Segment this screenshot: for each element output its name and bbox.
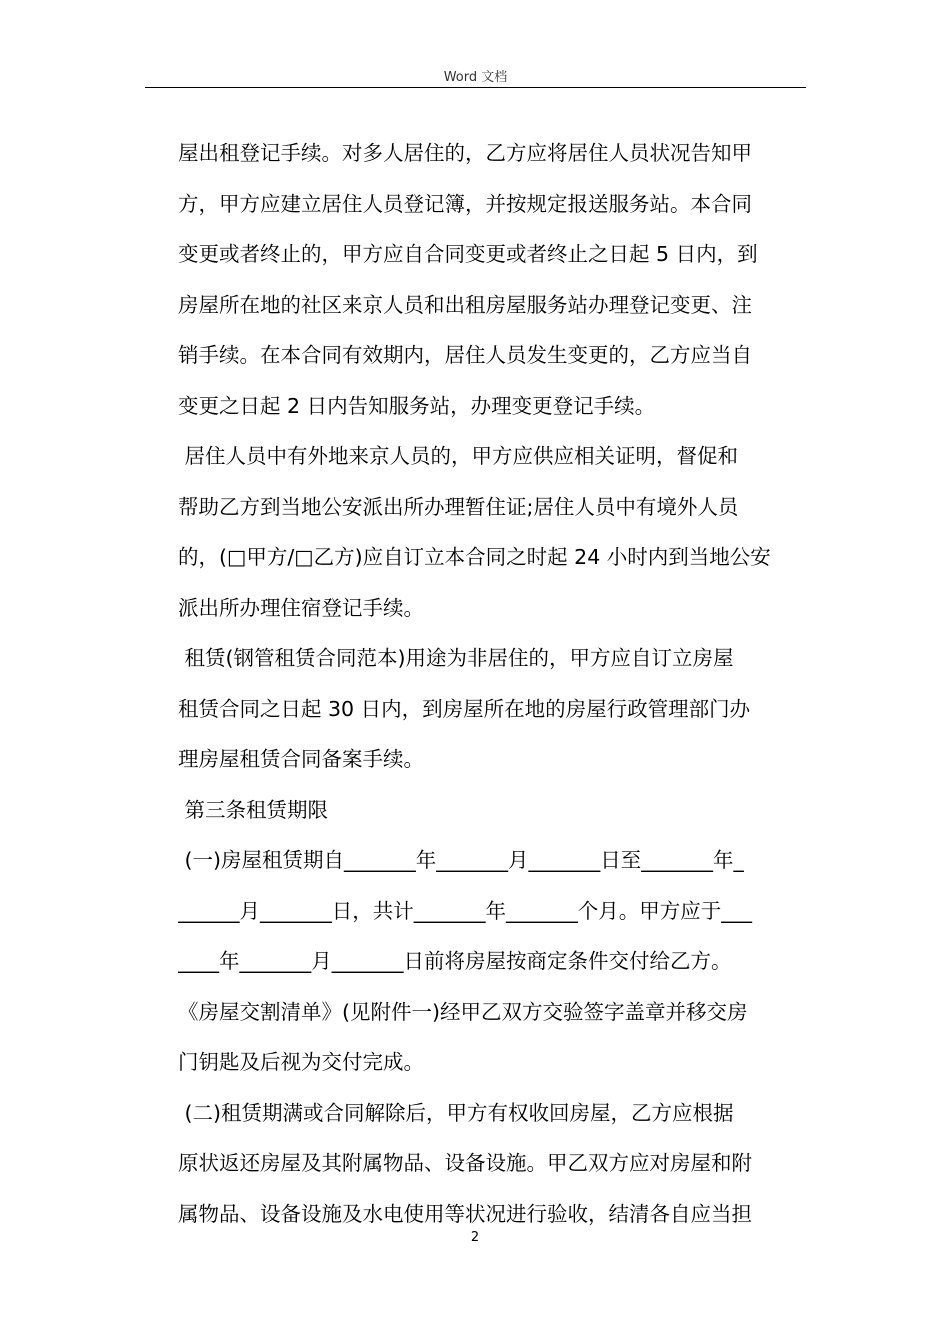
text-line: 《房屋交割清单》(见附件一)经甲乙双方交验签字盖章并移交房: [178, 999, 748, 1024]
text-line: 帮助乙方到当地公安派出所办理暂住证;居住人员中有境外人员: [178, 494, 739, 519]
text-line: 变更之日起 2 日内告知服务站，办理变更登记手续。: [178, 393, 656, 418]
header-divider: [145, 87, 806, 88]
page-header: Word 文档: [443, 70, 508, 85]
text-line: 派出所办理住宿登记手续。: [178, 595, 424, 620]
text-line: 变更或者终止的，甲方应自合同变更或者终止之日起 5 日内，到: [178, 242, 758, 266]
text-line: 租赁(钢管租赁合同范本)用途为非居住的，甲方应自订立房屋: [178, 646, 734, 670]
text-line: 居住人员中有外地来京人员的，甲方应供应相关证明，督促和: [178, 444, 739, 468]
document-body: [178, 128, 804, 1239]
text-line: 租赁合同之日起 30 日内，到房屋所在地的房屋行政管理部门办: [178, 696, 751, 721]
text-line: ____年_______月_______日前将房屋按商定条件交付给乙方。: [178, 949, 732, 973]
text-line: 方，甲方应建立居住人员登记簿，并按规定报送服务站。本合同: [178, 191, 752, 216]
text-line: 销手续。在本合同有效期内，居住人员发生变更的，乙方应当自: [178, 343, 752, 367]
page-number: 2: [470, 1230, 480, 1245]
text-line: 理房屋租赁合同备案手续。: [178, 747, 424, 771]
text-line: 原状返还房屋及其附属物品、设备设施。甲乙双方应对房屋和附: [178, 1151, 752, 1175]
text-line: 屋出租登记手续。对多人居住的，乙方应将居住人员状况告知甲: [178, 141, 752, 165]
text-line: 属物品、设备设施及水电使用等状况进行验收，结清各自应当担: [178, 1201, 752, 1226]
section-heading: 第三条租赁期限: [178, 797, 329, 822]
text-line: 房屋所在地的社区来京人员和出租房屋服务站办理登记变更、注: [178, 292, 752, 317]
text-line: 的，(□甲方/□乙方)应自订立本合同之时起 24 小时内到当地公安: [178, 545, 771, 569]
text-line: 门钥匙及后视为交付完成。: [178, 1050, 424, 1074]
text-line: ______月_______日，共计_______年_______个月。甲方应于___: [178, 898, 752, 923]
text-line: (二)租赁期满或合同解除后，甲方有权收回房屋，乙方应根据: [178, 1100, 734, 1125]
text-line: (一)房屋租赁期自_______年_______月_______日至_______年_: [178, 848, 744, 872]
